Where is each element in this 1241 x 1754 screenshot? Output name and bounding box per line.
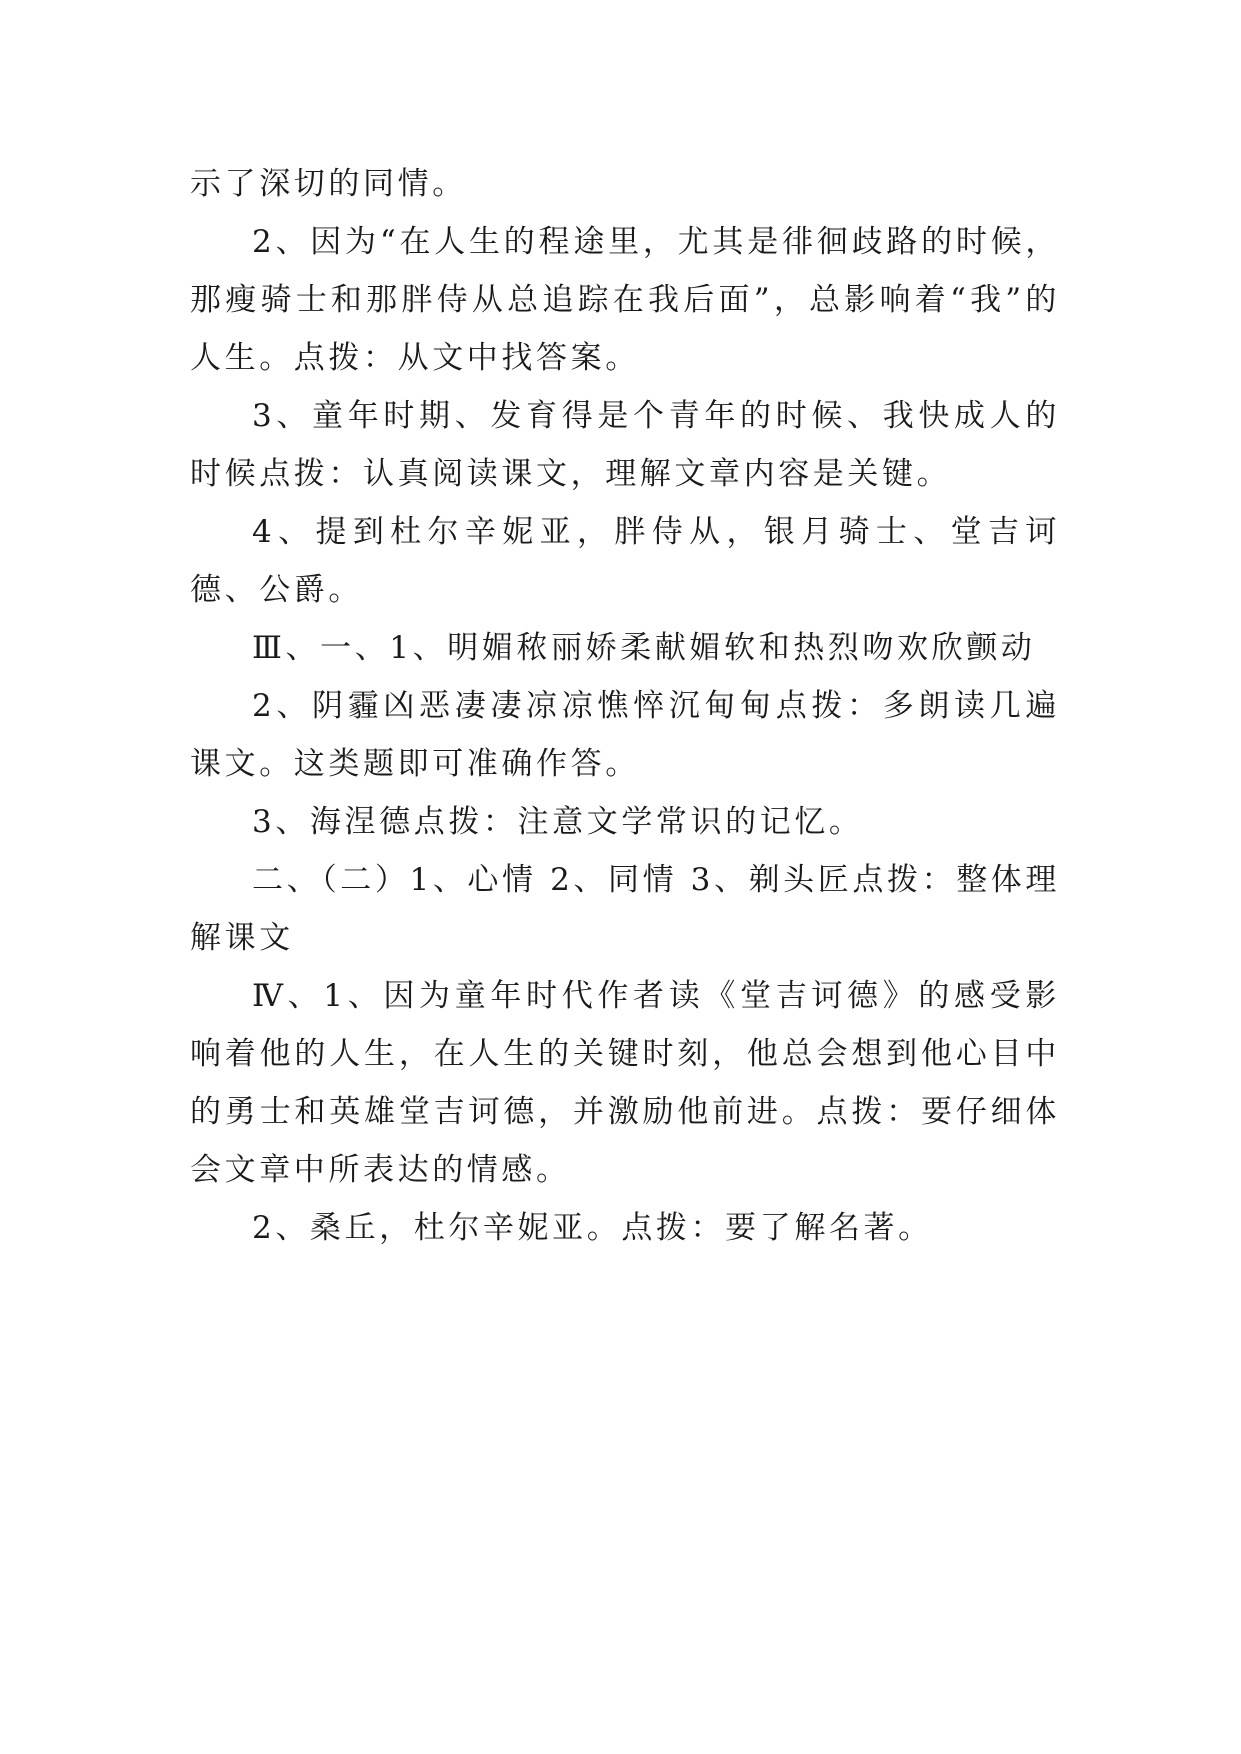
paragraph-2: 2、因为“在人生的程途里，尤其是徘徊歧路的时候，那瘦骑士和那胖侍从总追踪在我后面”，总影响着“我”的人生。点拨：从文中找答案。 [190,224,1060,376]
paragraph-5: Ⅲ、一、1、明媚秾丽娇柔献媚软和热烈吻欢欣颤动 [252,630,1036,666]
paragraph-7: 3、海涅德点拨：注意文学常识的记忆。 [252,804,864,840]
paragraph-9: Ⅳ、1、因为童年时代作者读《堂吉诃德》的感受影响着他的人生，在人生的关键时刻，他总会想到他心目中的勇士和英雄堂吉诃德，并激励他前进。点拨：要仔细体会文章中所表达的情感。 [190,978,1060,1188]
paragraph-4: 4、提到杜尔辛妮亚，胖侍从，银月骑士、堂吉诃德、公爵。 [190,514,1060,608]
paragraph-6: 2、阴霾凶恶凄凄凉凉憔悴沉甸甸点拨：多朗读几遍课文。这类题即可准确作答。 [190,688,1060,782]
paragraph-1: 示了深切的同情。 [190,166,467,202]
document-body [190,155,1060,1257]
paragraph-8: 二、（二）1、心情 2、同情 3、剃头匠点拨：整体理解课文 [190,862,1060,956]
paragraph-3: 3、童年时期、发育得是个青年的时候、我快成人的时候点拨：认真阅读课文，理解文章内容是关键。 [190,398,1060,492]
paragraph-10: 2、桑丘，杜尔辛妮亚。点拨：要了解名著。 [252,1210,933,1246]
